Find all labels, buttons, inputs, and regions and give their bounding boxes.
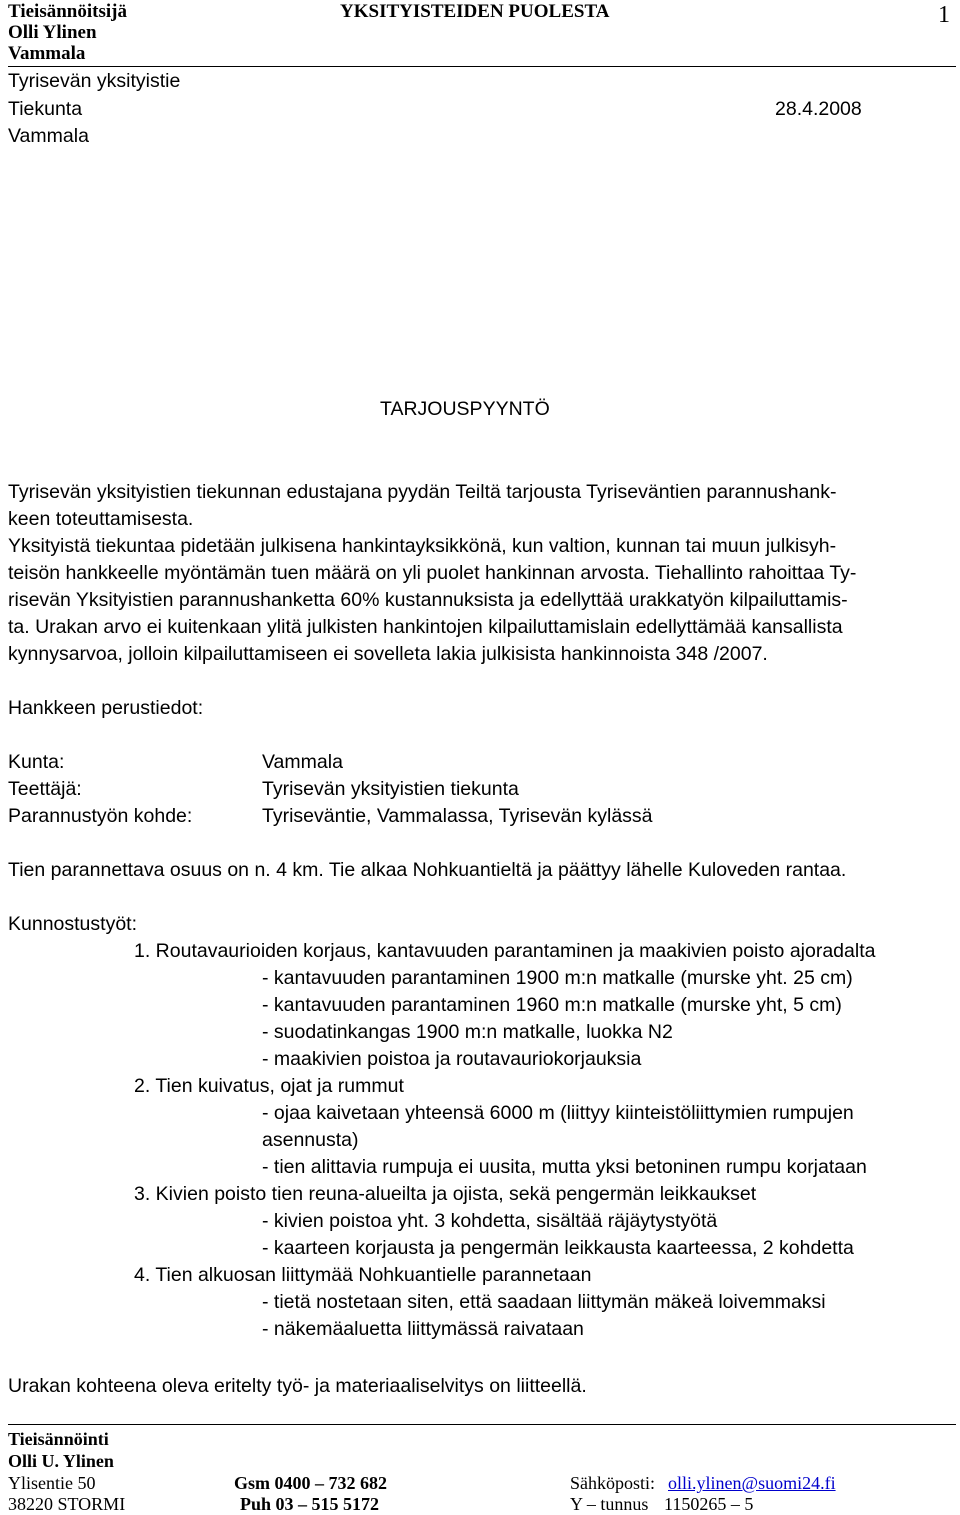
body-line: keen toteuttamisesta.: [8, 508, 194, 530]
basics-value: Tyriseväntie, Vammalassa, Tyrisevän kylässä: [262, 805, 653, 827]
basics-heading: Hankkeen perustiedot:: [8, 697, 204, 719]
work-item: - tietä nostetaan siten, että saadaan liittymän mäkeä loivemmaksi: [262, 1291, 826, 1313]
basics-value: Tyrisevän yksityistien tiekunta: [262, 778, 519, 800]
footer-email-link[interactable]: olli.ylinen@suomi24.fi: [668, 1473, 836, 1493]
sender-name: Olli Ylinen: [8, 22, 97, 43]
work-item: asennusta): [262, 1129, 359, 1151]
basics-value: Vammala: [262, 751, 343, 773]
basics-label: Kunta:: [8, 751, 65, 773]
footer-company: Tieisännöinti: [8, 1429, 109, 1449]
header-center-label: YKSITYISTEIDEN PUOLESTA: [340, 1, 610, 22]
document-title: TARJOUSPYYNTÖ: [380, 398, 550, 420]
footer-name: Olli U. Ylinen: [8, 1451, 114, 1471]
footer-phone: Puh 03 – 515 5172: [240, 1494, 380, 1514]
recipient-line2: Tiekunta: [8, 98, 83, 120]
letter-date: 28.4.2008: [775, 98, 862, 120]
footer-business-id: 1150265 – 5: [664, 1494, 754, 1514]
sender-title: Tieisännöitsijä: [8, 1, 127, 22]
works-heading: Kunnostustyöt:: [8, 913, 137, 935]
work-title: 3. Kivien poisto tien reuna-alueilta ja ojista, sekä pengermän leikkaukset: [134, 1183, 757, 1205]
page-number: 1: [938, 2, 950, 28]
work-title: 1. Routavaurioiden korjaus, kantavuuden parantaminen ja maakivien poisto ajoradalta: [134, 940, 876, 962]
footer-gsm: Gsm 0400 – 732 682: [234, 1473, 387, 1493]
body-line: Tyrisevän yksityistien tiekunnan edustajana pyydän Teiltä tarjousta Tyriseväntien parannushank-: [8, 481, 837, 503]
work-item: - kaarteen korjausta ja pengermän leikkausta kaarteessa, 2 kohdetta: [262, 1237, 854, 1259]
header-rule: [8, 66, 956, 67]
body-line: ta. Urakan arvo ei kuitenkaan ylitä julkisten hankintojen kilpailuttamislain edellyttämää kansallista: [8, 616, 843, 638]
work-item: - kantavuuden parantaminen 1900 m:n matkalle (murske yht. 25 cm): [262, 967, 853, 989]
footer-business-id-label: Y – tunnus: [570, 1494, 649, 1514]
body-line: Yksityistä tiekuntaa pidetään julkisena hankintayksikkönä, kun valtion, kunnan tai muun julkisyh-: [8, 535, 837, 557]
road-note: Tien parannettava osuus on n. 4 km. Tie alkaa Nohkuantieltä ja päättyy lähelle Kuloveden rantaa.: [8, 859, 847, 881]
closing-text: Urakan kohteena oleva eritelty työ- ja materiaaliselvitys on liitteellä.: [8, 1375, 587, 1397]
footer-street: Ylisentie 50: [8, 1473, 96, 1493]
work-item: - kantavuuden parantaminen 1960 m:n matkalle (murske yht, 5 cm): [262, 994, 842, 1016]
body-line: teisön hankkeelle myöntämän tuen määrä on yli puolet hankinnan arvosta. Tiehallinto rahoittaa Ty-: [8, 562, 857, 584]
body-line: kynnysarvoa, jolloin kilpailuttamiseen ei sovelleta lakia julkisista hankinnoista 348 /2007.: [8, 643, 768, 665]
work-title: 2. Tien kuivatus, ojat ja rummut: [134, 1075, 404, 1097]
work-item: - maakivien poistoa ja routavauriokorjauksia: [262, 1048, 642, 1070]
basics-label: Parannustyön kohde:: [8, 805, 193, 827]
recipient-line1: Tyrisevän yksityistie: [8, 70, 181, 92]
basics-label: Teettäjä:: [8, 778, 82, 800]
work-item: - kivien poistoa yht. 3 kohdetta, sisältää räjäytystyötä: [262, 1210, 718, 1232]
work-item: - ojaa kaivetaan yhteensä 6000 m (liittyy kiinteistöliittymien rumpujen: [262, 1102, 854, 1124]
work-item: - näkemäaluetta liittymässä raivataan: [262, 1318, 584, 1340]
footer-rule: [8, 1424, 956, 1425]
footer-email-label: Sähköposti:: [570, 1473, 656, 1493]
footer-postal: 38220 STORMI: [8, 1494, 126, 1514]
recipient-line3: Vammala: [8, 125, 89, 147]
work-item: - tien alittavia rumpuja ei uusita, mutta yksi betoninen rumpu korjataan: [262, 1156, 867, 1178]
work-title: 4. Tien alkuosan liittymää Nohkuantielle parannetaan: [134, 1264, 592, 1286]
work-item: - suodatinkangas 1900 m:n matkalle, luokka N2: [262, 1021, 673, 1043]
body-line: risevän Yksityistien parannushanketta 60% kustannuksista ja edellyttää urakkatyön kilpailuttamis-: [8, 589, 848, 611]
sender-city: Vammala: [8, 43, 86, 64]
